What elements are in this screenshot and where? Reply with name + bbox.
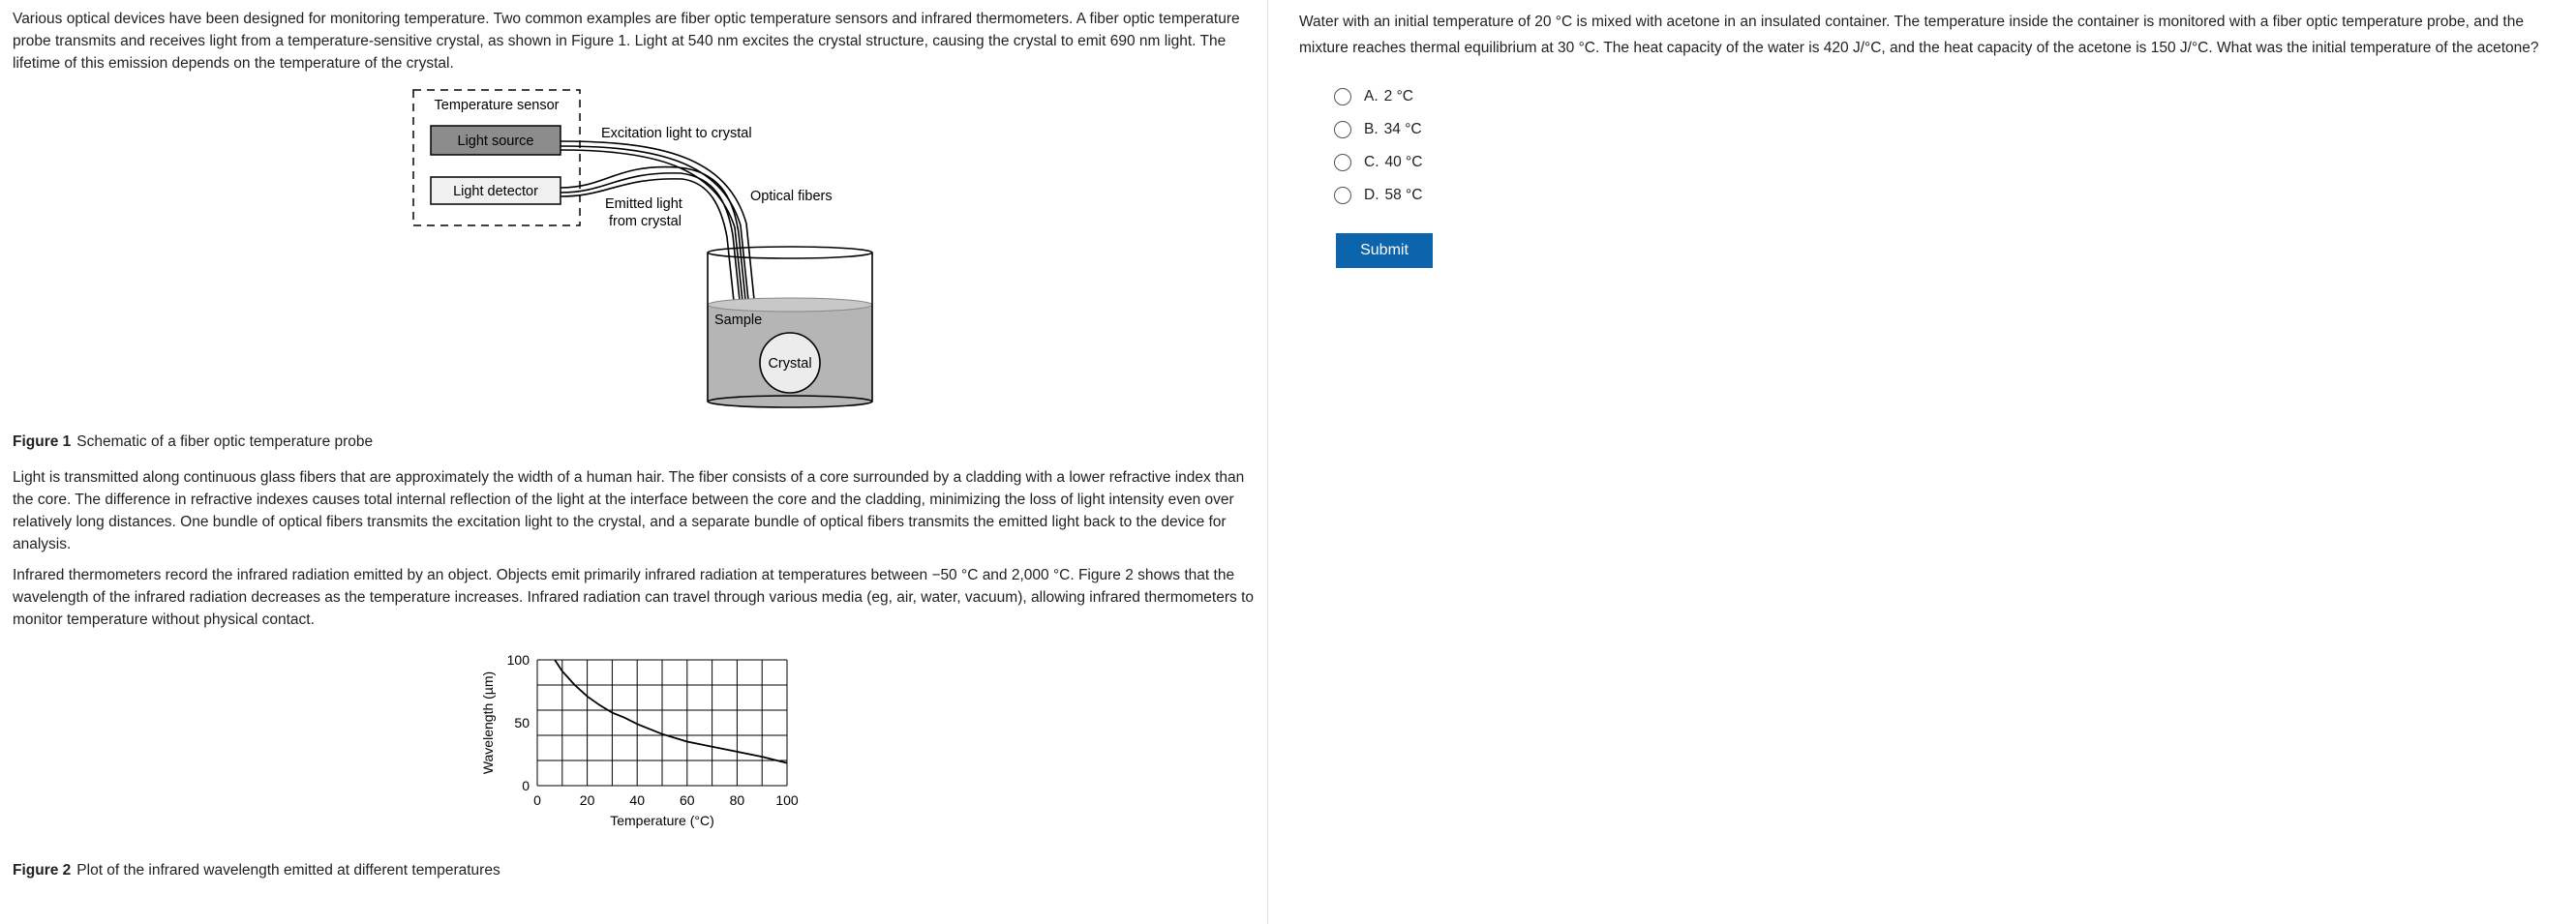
x-tick-label: 20 <box>579 792 595 808</box>
light-source-label: Light source <box>457 134 534 149</box>
figure-2-caption <box>13 861 1255 880</box>
choice-text: 34 °C <box>1383 121 1422 137</box>
figure-1-caption-label: Figure 1 <box>13 433 72 450</box>
y-axis-label: Wavelength (µm) <box>480 671 496 775</box>
passage-intro: Various optical devices have been designed for monitoring temperature. Two common examples are fiber optic temperature sensors and infrared thermometers. A fiber optic temperature probe transmits and receives light from a temperature-sensitive crystal, as shown in Figure 1. Light at 540 nm excites the crystal structure, causing the crystal to emit 690 nm light. The lifetime of this emission depends on the temperature of the crystal. <box>13 11 1240 72</box>
wavelength-temperature-chart <box>468 650 816 829</box>
chart-grid <box>537 660 787 786</box>
passage-fiber-paragraph: Light is transmitted along continuous glass fibers that are approximately the width of a human hair. The fiber consists of a core surrounded by a cladding with a lower refractive index than the core. The difference in refractive indexes causes total internal reflection of the light at the interface between the core and the cladding, minimizing the loss of light intensity even over relatively long distances. One bundle of optical fibers transmits the excitation light to the crystal, and a separate bundle of optical fibers transmits the emitted light back to the device for analysis. <box>13 469 1245 552</box>
passage-infrared-paragraph: Infrared thermometers record the infrared radiation emitted by an object. Objects emit primarily infrared radiation at temperatures between −50 °C and 2,000 °C. Figure 2 shows that the wavelength of the infrared radiation decreases as the temperature increases. Infrared radiation can travel through various media (eg, air, water, vacuum), allowing infrared thermometers to monitor temperature without physical contact. <box>13 567 1254 628</box>
choice-d[interactable] <box>1299 179 2547 212</box>
choice-text: 40 °C <box>1384 154 1423 170</box>
fiber-probe-schematic <box>398 88 901 417</box>
choice-letter: D. <box>1364 187 1379 203</box>
choice-text: 58 °C <box>1384 187 1423 203</box>
radio-icon[interactable] <box>1334 88 1351 105</box>
x-axis-label: Temperature (°C) <box>610 813 714 828</box>
sample-label: Sample <box>714 313 763 328</box>
radio-icon[interactable] <box>1334 187 1351 204</box>
choice-b[interactable] <box>1299 113 2547 146</box>
choice-letter: B. <box>1364 121 1379 137</box>
x-tick-label: 40 <box>629 792 645 808</box>
emitted-label-line2: from crystal <box>609 214 682 229</box>
choice-letter: C. <box>1364 154 1379 170</box>
y-tick-label: 0 <box>522 778 530 793</box>
submit-button[interactable]: Submit <box>1336 233 1433 268</box>
answer-choices <box>1299 80 2547 212</box>
figure-2-caption-label: Figure 2 <box>13 862 72 879</box>
radio-icon[interactable] <box>1334 121 1351 138</box>
sensor-label: Temperature sensor <box>434 98 560 113</box>
excitation-label: Excitation light to crystal <box>601 126 752 141</box>
choice-c[interactable] <box>1299 146 2547 179</box>
x-tick-label: 80 <box>729 792 745 808</box>
x-tick-label: 60 <box>680 792 695 808</box>
y-tick-label: 100 <box>506 652 530 668</box>
choice-letter: A. <box>1364 88 1379 104</box>
x-tick-label: 100 <box>775 792 799 808</box>
figure-2 <box>13 650 1255 861</box>
radio-icon[interactable] <box>1334 154 1351 171</box>
figure-1-caption-text: Schematic of a fiber optic temperature probe <box>76 433 374 450</box>
emitted-label-line1: Emitted light <box>605 196 682 212</box>
question-stem: Water with an initial temperature of 20 °C is mixed with acetone in an insulated container. The temperature inside the container is monitored with a fiber optic temperature probe, and the mixture reaches thermal equilibrium at 30 °C. The heat capacity of the water is 420 J/°C, and the heat capacity of the acetone is 150 J/°C. What was the initial temperature of the acetone? <box>1299 14 2539 56</box>
figure-1-caption <box>13 432 1255 452</box>
figure-2-caption-text: Plot of the infrared wavelength emitted at different temperatures <box>76 862 500 879</box>
choice-a[interactable] <box>1299 80 2547 113</box>
light-detector-label: Light detector <box>453 184 538 199</box>
crystal-label: Crystal <box>768 356 812 372</box>
x-tick-label: 0 <box>533 792 541 808</box>
y-tick-label: 50 <box>514 715 530 730</box>
question-pane <box>1270 0 2576 924</box>
choice-text: 2 °C <box>1383 88 1413 104</box>
optical-fibers-label: Optical fibers <box>750 189 833 204</box>
passage-pane <box>0 0 1268 924</box>
figure-1 <box>13 88 1255 427</box>
series-line <box>555 660 787 763</box>
